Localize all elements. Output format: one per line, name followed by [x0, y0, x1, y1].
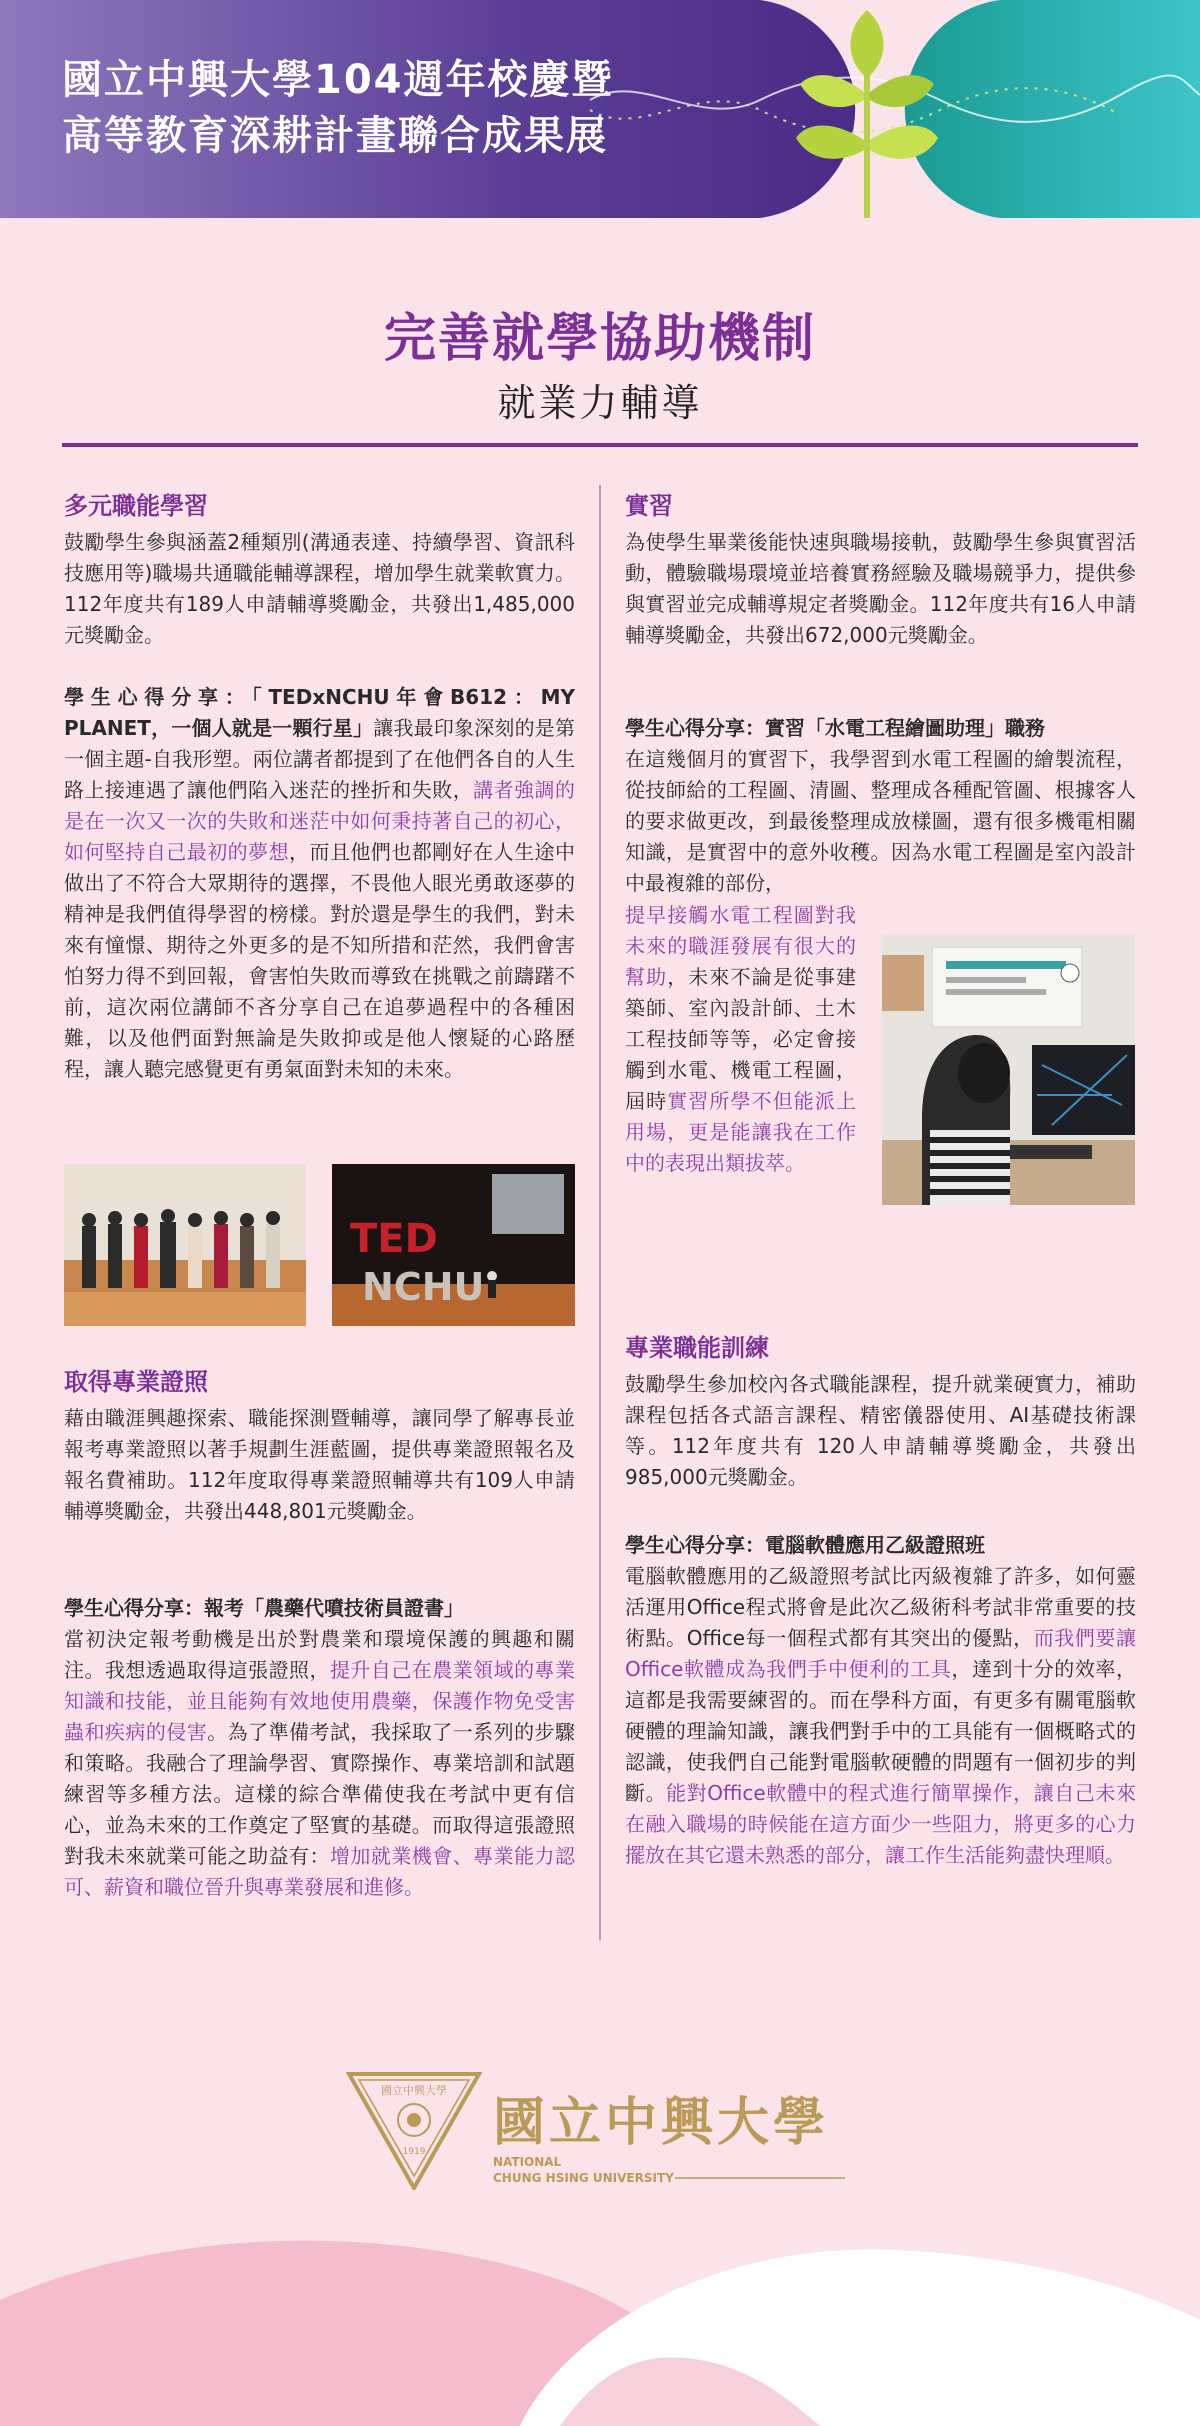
section-story-vocational-training: [625, 1530, 1136, 1871]
page-subtitle: 就業力輔導: [497, 381, 703, 425]
section-story-certification: [64, 1593, 575, 1903]
section-title-vocational-training: 專業職能訓練: [625, 1334, 769, 1362]
photo-intern-drafting: [882, 935, 1135, 1205]
logo-chinese-name: 國立中興大學: [493, 2092, 830, 2153]
story-heading: 學生心得分享：報考「農藥代噴技術員證書」: [64, 1596, 464, 1620]
seal-year-text: 1919: [402, 2147, 426, 2157]
story-text: ，達到十分的效率，這都是我需要練習的。而在學科方面，有更多有關電腦軟硬體的理論知識，讓我們對手中的工具能有一個概略式的認識，使我們自己能對電腦軟硬體的問題有一個初步的判斷。: [625, 1657, 1136, 1805]
banner-title-line2: 高等教育深耕計畫聯合成果展: [62, 113, 608, 159]
footer-wave-decoration: [0, 2220, 1200, 2426]
story-highlight: 提升自己在農業領域的專業知識和技能，並且能夠有效地使用農藥，保護作物免受害蟲和疾病的侵害: [64, 1658, 576, 1744]
story-text: 當初決定報考動機是出於對農業和環境保護的興趣和關注。我想透過取得這張證照，: [64, 1627, 575, 1682]
story-heading: 學生心得分享：實習「水電工程繪圖助理」職務: [625, 716, 1045, 740]
story-text: 讓我最印象深刻的是第一個主題-自我形塑。兩位講者都提到了在他們各自的人生路上接連遇了讓他們陷入迷茫的挫折和失敗，: [64, 716, 575, 802]
logo-english-line2: CHUNG HSING UNIVERSITY: [493, 2171, 674, 2185]
story-highlight: 提早接觸水電工程圖對我未來的職涯發展有很大的幫助: [625, 903, 856, 989]
photo-tedx-group: [64, 1164, 306, 1326]
story-highlight: 實習所學不但能派上用場，更是能讓我在工作中的表現出類拔萃。: [625, 1089, 857, 1175]
seal-top-text: 國立中興大學: [381, 2084, 447, 2097]
story-text: ，而且他們也都剛好在人生途中做出了不符合大眾期待的選擇，不畏他人眼光勇敢逐夢的精神是我們值得學習的榜樣。對於還是學生的我們，對未來有憧憬、期待之外更多的是不知所措和茫然，我們會害怕努力得不到回報，會害怕失敗而導致在挑戰之前躊躇不前，這次兩位講師不吝分享自己在追夢過程中的各種困難，以及他們面對無論是失敗抑或是他人懷疑的心路歷程，讓人聽完感覺更有勇氣面對未知的未來。: [64, 840, 576, 1081]
banner-title-line1: 國立中興大學104週年校慶暨: [62, 57, 614, 103]
story-text: 電腦軟體應用的乙級證照考試比丙級複雜了許多，如何靈活運用Office程式將會是此次乙級術科考試非常重要的技術點。Office每一個程式都有其突出的優點，: [625, 1564, 1136, 1650]
section-story-internship-top: [625, 713, 1136, 899]
title-divider: [62, 443, 1138, 447]
section-story-internship-bottom: [625, 900, 856, 1179]
page-title: 完善就學協助機制: [383, 309, 816, 369]
section-intro-diverse-skills: 鼓勵學生參與涵蓋2種類別(溝通表達、持續學習、資訊科技應用等)職場共通職能輔導課程，增加學生就業軟實力。112年度共有189人申請輔導獎勵金，共發出1,485,000元獎勵金。: [64, 530, 575, 647]
photo-tedx-stage: [332, 1164, 575, 1326]
section-intro-internship: 為使學生畢業後能快速與職場接軌，鼓勵學生參與實習活動，體驗職場環境並培養實務經驗及職場競爭力，提供參與實習並完成輔導規定者獎勵金。112年度共有16人申請輔導獎勵金，共發出672,000元獎勵金。: [625, 530, 1136, 647]
story-text: ，未來不論是從事建築師、室內設計師、土木工程技師等等，必定會接觸到水電、機電工程圖，屆時: [625, 965, 857, 1113]
story-highlight: 能對Office軟體中的程式進行簡單操作，讓自己未來在融入職場的時候能在這方面少一些阻力，將更多的心力擺放在其它還未熟悉的部分，讓工作生活能夠盡快理順。: [625, 1781, 1136, 1867]
tedx-right-text: NCHU: [362, 1265, 485, 1309]
story-heading: 學生心得分享：「TEDxNCHU年會B612：MY PLANET，一個人就是一顆行星」: [64, 685, 575, 740]
section-intro-certification: 藉由職涯興趣探索、職能探測暨輔導，讓同學了解專長並報考專業證照以著手規劃生涯藍圖，提供專業證照報名及報名費補助。112年度取得專業證照輔導共有109人申請輔導獎勵金，共發出448,801元獎勵金。: [64, 1406, 575, 1523]
story-text: 。為了準備考試，我採取了一系列的步驟和策略。我融合了理論學習、實際操作、專業培訓和試題練習等多種方法。這樣的綜合準備使我在考試中更有信心，並為未來的工作奠定了堅實的基礎。而取得這張證照對我未來就業可能之助益有：: [64, 1720, 576, 1868]
story-text: 在這幾個月的實習下，我學習到水電工程圖的繪製流程，從技師給的工程圖、清圖、整理成各種配管圖、根據客人的要求做更改，到最後整理成放樣圖，還有很多機電相關知識，是實習中的意外收穫。因為水電工程圖是室內設計中最複雜的部份，: [625, 747, 1136, 895]
logo-english-line1: NATIONAL: [493, 2155, 562, 2169]
section-intro-vocational-training: 鼓勵學生參加校內各式職能課程，提升就業硬實力，補助課程包括各式語言課程、精密儀器使用、AI基礎技術課等。112年度共有 120人申請輔導獎勵金，共發出985,000元獎勵金。: [625, 1372, 1136, 1489]
section-story-diverse-skills: [64, 682, 575, 1085]
banner-title: [62, 52, 614, 164]
section-title-internship: 實習: [625, 492, 673, 520]
section-title-diverse-skills: 多元職能學習: [64, 492, 208, 520]
story-highlight: 講者強調的是在一次又一次的失敗和迷茫中如何秉持著自己的初心，如何堅持自己最初的夢想: [64, 778, 576, 864]
story-heading: 學生心得分享：電腦軟體應用乙級證照班: [625, 1533, 985, 1557]
story-highlight: 而我們要讓Office軟體成為我們手中便利的工具: [625, 1626, 1136, 1681]
story-highlight: 增加就業機會、專業能力認可、薪資和職位晉升與專業發展和進修。: [64, 1844, 576, 1899]
tedx-left-text: TED: [350, 1216, 438, 1262]
section-title-certification: 取得專業證照: [64, 1368, 208, 1396]
university-logo: [345, 2070, 855, 2190]
column-divider: [599, 485, 601, 1940]
